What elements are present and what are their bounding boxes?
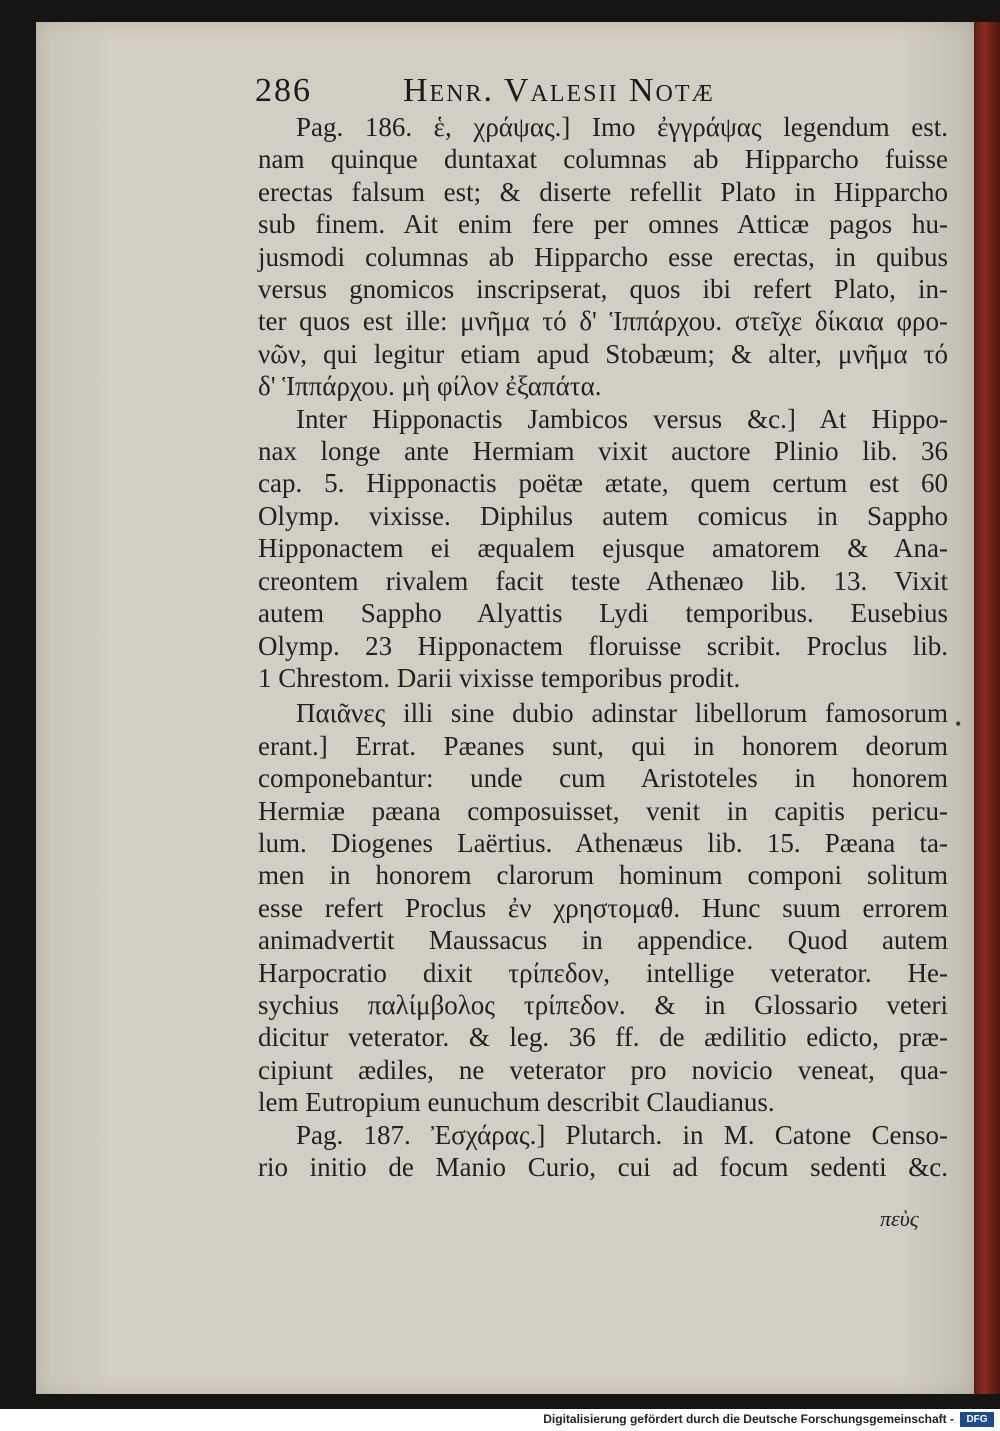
text-line: νῶν, qui legitur etiam apud Stobæum; & alter, μνῆμα τό: [258, 338, 948, 369]
text-line: 1 Chrestom. Darii vixisse temporibus prodit.: [258, 662, 741, 693]
footer-bar: [0, 1409, 1000, 1431]
text-line: erectas falsum est; & diserte refellit Plato in Hipparcho: [258, 176, 948, 207]
text-line: Pag. 186. ἑ, χράψας.] Imo ἐγγράψας legendum est.: [296, 112, 948, 142]
text-line: lem Eutropium eunuchum describit Claudianus.: [258, 1087, 775, 1118]
funding-credit: Digitalisierung gefördert durch die Deutsche Forschungsgemeinschaft -: [543, 1412, 954, 1426]
dfg-logo: DFG: [960, 1412, 994, 1427]
text-line: nax longe ante Hermiam vixit auctore Plinio lib. 36: [258, 436, 948, 467]
text-line: Inter Hipponactis Jambicos versus &c.] At Hippo-: [296, 403, 948, 434]
margin-mark: •: [955, 714, 962, 734]
text-line: Pag. 187. Ἐσχάρας.] Plutarch. in M. Catone Censo-: [296, 1119, 948, 1150]
text-line: Olymp. 23 Hipponactem floruisse scribit. Proclus lib.: [258, 630, 948, 661]
text-line: cipiunt ædiles, ne veterator pro novicio veneat, qua-: [258, 1054, 948, 1085]
text-line: men in honorem clarorum hominum componi solitum: [258, 860, 948, 891]
page-text: [258, 111, 948, 1183]
text-line: Παιᾶνες illi sine dubio adinstar libellorum famosorum: [296, 698, 948, 729]
text-line: autem Sappho Alyattis Lydi temporibus. Eusebius: [258, 598, 948, 629]
text-line: sychius παλίμβολος τρίπεδον. & in Glossario veteri: [258, 989, 948, 1020]
running-title: Henr. Valesii Notæ: [403, 72, 715, 109]
text-line: creontem rivalem facit teste Athenæo lib. 13. Vixit: [258, 565, 948, 596]
page-number: 286: [255, 72, 312, 109]
text-line: animadvertit Maussacus in appendice. Quod autem: [258, 925, 948, 956]
text-line: sub finem. Ait enim fere per omnes Atticæ pagos hu-: [258, 209, 948, 240]
text-line: Hermiæ pæana composuisset, venit in capitis pericu-: [258, 795, 948, 826]
text-line: Hipponactem ei æqualem ejusque amatorem & Ana-: [258, 533, 948, 564]
text-line: Harpocratio dixit τρίπεδον, intellige veterator. He-: [258, 957, 948, 988]
text-line: ter quos est ille: μνῆμα τό δ' Ἱππάρχου. στεῖχε δίκαια φρο-: [258, 306, 948, 337]
text-line: dicitur veterator. & leg. 36 ff. de ædilitio edicto, præ-: [258, 1022, 948, 1053]
text-line: cap. 5. Hipponactis poëtæ ætate, quem certum est 60: [258, 468, 948, 499]
text-line: rio initio de Manio Curio, cui ad focum sedenti &c.: [258, 1152, 948, 1182]
text-line: δ' Ἱππάρχου. μὴ φίλον ἐξαπάτα.: [258, 371, 602, 402]
text-line: Olymp. vixisse. Diphilus autem comicus in Sappho: [258, 500, 948, 531]
text-line: erant.] Errat. Pæanes sunt, qui in honorem deorum: [258, 730, 948, 761]
text-line: esse refert Proclus ἐν χρηστομαθ. Hunc suum errorem: [258, 892, 948, 923]
text-line: componebantur: unde cum Aristoteles in honorem: [258, 763, 948, 794]
text-line: jusmodi columnas ab Hipparcho esse erectas, in quibus: [258, 241, 948, 272]
book-binding-edge: [974, 22, 1000, 1394]
text-line: versus gnomicos inscripserat, quos ibi refert Plato, in-: [258, 274, 948, 305]
text-line: lum. Diogenes Laërtius. Athenæus lib. 15. Pæana ta-: [258, 827, 948, 858]
text-line: nam quinque duntaxat columnas ab Hipparcho fuisse: [258, 144, 948, 175]
catchword: πεὺς: [880, 1206, 919, 1231]
